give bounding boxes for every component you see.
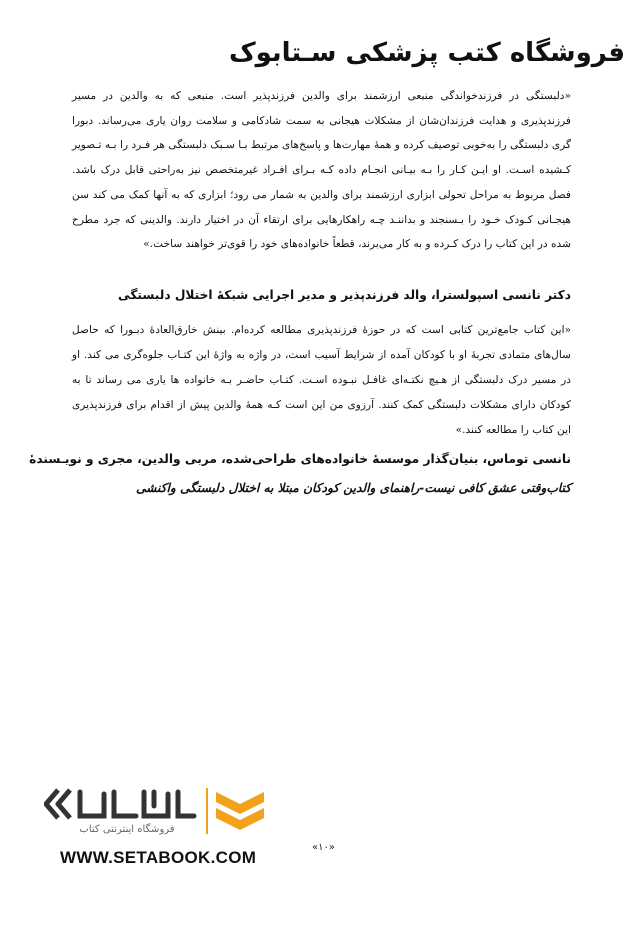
paragraph-2: «این کتاب جامع‌ترین کتابی است که در حوزهٔ فرزندپذیری مطالعه کرده‌ام. بینش خارق‌العادهٔ دبـورا که حاصل سال‌های متمادی تجربهٔ او با کودکان آمده از شرایط آسیب است، در واژه به واژهٔ این کتـاب جلوه‌گری می کند. او در مسیر درک دلبستگی از هـیچ نکتـه‌ای غافـل نبـوده اسـت. کتـاب حاضـر بـه خانواده ها یاری می رساند تا به کودکان دارای مشکلات دلبستگی کمک کنند. آرزوی من این است کـه همهٔ والدین پیش از اقدام برای فرزندپذیری این کتاب را مطالعه کنند.» bbox=[72, 324, 571, 437]
author-credit-2-book: کتاب‌وقتی عشق کافی نیست-راهنمای والدین کودکان مبتلا به اختلال دلبستگی واکنشی bbox=[136, 481, 571, 495]
store-header-title: فروشگاه کتب پزشکی سـتابوک bbox=[228, 38, 625, 68]
logo-tagline: فروشگاه اینترنتی کتاب bbox=[79, 824, 175, 835]
author-credit-2: نانسی توماس، بنیان‌گذار موسسهٔ خانواده‌های طراحی‌شده، مربی والدین، مجری و نویـسندهٔ bbox=[29, 452, 571, 466]
website-url: WWW.SETABOOK.COM bbox=[60, 848, 257, 867]
author-credit-1: دکتر نانسی اسپولسترا، والد فرزندپذیر و مدیر اجرایی شبکهٔ اختلال دلبستگی bbox=[118, 288, 571, 302]
page-number: «۱۰» bbox=[312, 842, 335, 853]
brand-wordmark-icon bbox=[80, 792, 194, 816]
open-book-icon bbox=[216, 792, 264, 830]
paragraph-1: «دلبستگی در فرزندخواندگی منبعی ارزشمند برای والدین فرزندپذیر است. منبعی که به والدین در مسیر فرزندپذیری و هدایت فرزندان‌شان از مشکلات هیجانی به سمت شادکامی و سلامت روان یاری می‌رساند. دبورا گری دلبستگی را به‌خوبی توصیف کرده و همهٔ مهارت‌ها و پاسخ‌های مرتبط بـا سـبک دلبستگی هر فـرد را بـه تـصویر کـشیده اسـت. او ایـن کـار را بـه بیـانی انجـام داده کـه بـرای افـراد غیرمتخصص نیز به‌راحتی قابل درک باشد. فصل مربوط به مراحل تحولی ابزاری ارزشمند برای والدین به شمار می رود؛ ابزاری که به آنها کمک می کند سن هیجـانی کـودک خـود را بـسنجند و بداننـد چـه راهکارهایی برای ارتقاء آن در اختیار دارند. والدینی که جرد مطرح شده در این کتاب را درک کـرده و به کار می‌برند، قطعاً خانواده‌های خود را قوی‌تر خواهند ساخت.» bbox=[72, 90, 571, 251]
chevron-arrows-icon bbox=[46, 790, 70, 818]
